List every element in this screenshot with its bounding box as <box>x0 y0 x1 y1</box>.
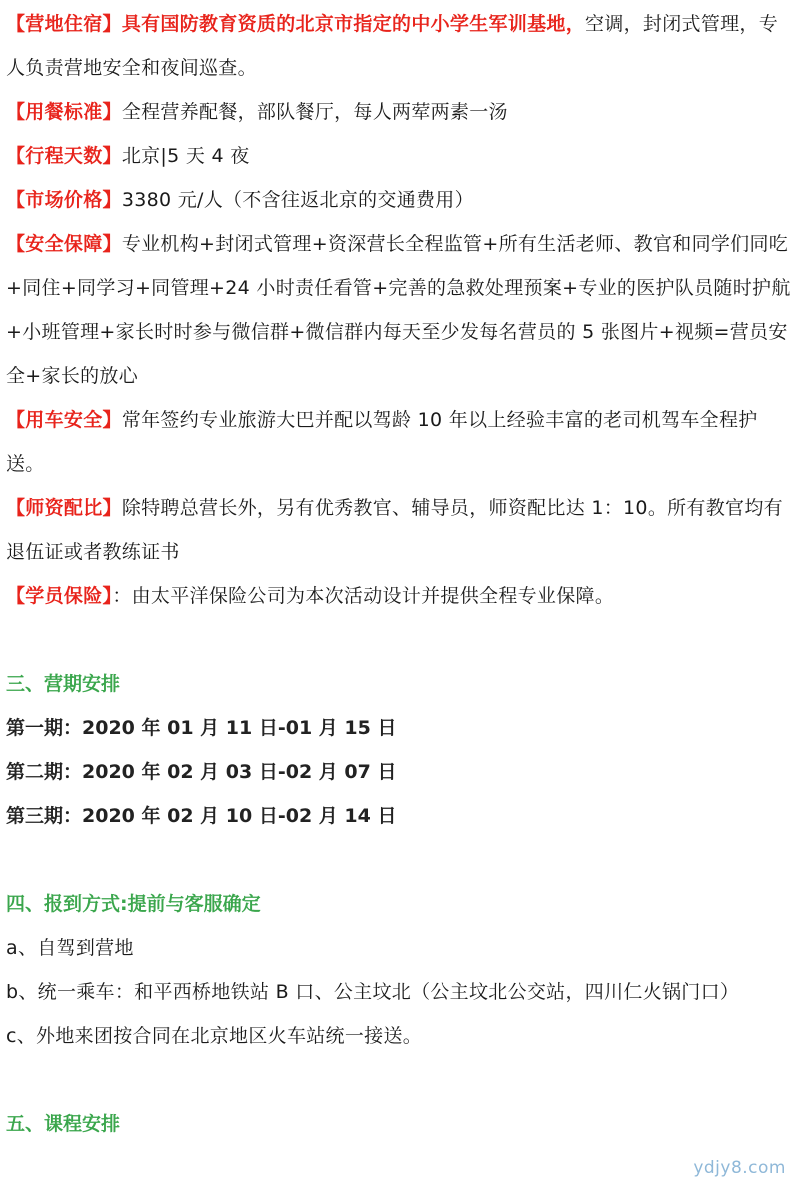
item-highlight: 具有国防教育资质的北京市指定的中小学生军训基地， <box>121 13 586 35</box>
registration-option: c、外地来团按合同在北京地区火车站统一接送。 <box>6 1025 423 1047</box>
item-text: 专业机构+封闭式管理+资深营长全程监管+所有生活老师、教官和同学们同吃+同住+同学习+同管理+24 小时责任看管+完善的急救处理预案+专业的医护队员随时护航+小班管理+家长时时参与微信群+微信群内每天至少发每名营员的 5 张图片+视频=营员安全+家长的放心 <box>6 233 791 387</box>
item-camp-accommodation <box>6 2 794 90</box>
item-text: 3380 元/人（不含往返北京的交通费用） <box>121 189 474 211</box>
item-text: ：由太平洋保险公司为本次活动设计并提供全程专业保障。 <box>112 585 615 607</box>
item-text: 除特聘总营长外，另有优秀教官、辅导员，师资配比达 1：10。所有教官均有退伍证或者教练证书 <box>6 497 783 563</box>
item-tag: 【用餐标准】 <box>6 101 122 123</box>
item-tag: 【学员保险】 <box>6 585 113 607</box>
spacer <box>6 618 794 662</box>
item-student-insurance <box>6 574 794 618</box>
item-vehicle-safety <box>6 398 794 486</box>
spacer <box>6 1058 794 1102</box>
section-title-schedule: 三、营期安排 <box>6 673 121 695</box>
section-title-courses: 五、课程安排 <box>6 1113 121 1135</box>
item-market-price <box>6 178 794 222</box>
schedule-period: 第一期：2020 年 01 月 11 日-01 月 15 日 <box>6 717 397 739</box>
section-title-registration: 四、报到方式:提前与客服确定 <box>6 893 261 915</box>
registration-option: a、自驾到营地 <box>6 937 134 959</box>
item-text: 常年签约专业旅游大巴并配以驾龄 10 年以上经验丰富的老司机驾车全程护送。 <box>6 409 758 475</box>
schedule-period: 第三期：2020 年 02 月 10 日-02 月 14 日 <box>6 805 397 827</box>
item-tag: 【安全保障】 <box>6 233 122 255</box>
schedule-period: 第二期：2020 年 02 月 03 日-02 月 07 日 <box>6 761 397 783</box>
document-page <box>0 2 800 1146</box>
item-tag: 【市场价格】 <box>6 189 122 211</box>
item-tag: 【用车安全】 <box>6 409 122 431</box>
registration-option: b、统一乘车：和平西桥地铁站 B 口、公主坟北（公主坟北公交站，四川仁火锅门口） <box>6 981 740 1003</box>
site-watermark: ydjy8.com <box>693 1158 786 1178</box>
item-tag: 【师资配比】 <box>6 497 122 519</box>
item-safety-guarantee <box>6 222 794 398</box>
spacer <box>6 838 794 882</box>
item-text: 全程营养配餐，部队餐厅，每人两荤两素一汤 <box>121 101 508 123</box>
item-text: 空调，封闭式管理，专人负责营地安全和夜间巡查。 <box>6 13 779 79</box>
item-tag: 【营地住宿】 <box>6 13 122 35</box>
item-meal-standard <box>6 90 794 134</box>
item-teacher-ratio <box>6 486 794 574</box>
item-trip-days <box>6 134 794 178</box>
item-tag: 【行程天数】 <box>6 145 122 167</box>
item-text: 北京|5 天 4 夜 <box>121 145 250 167</box>
